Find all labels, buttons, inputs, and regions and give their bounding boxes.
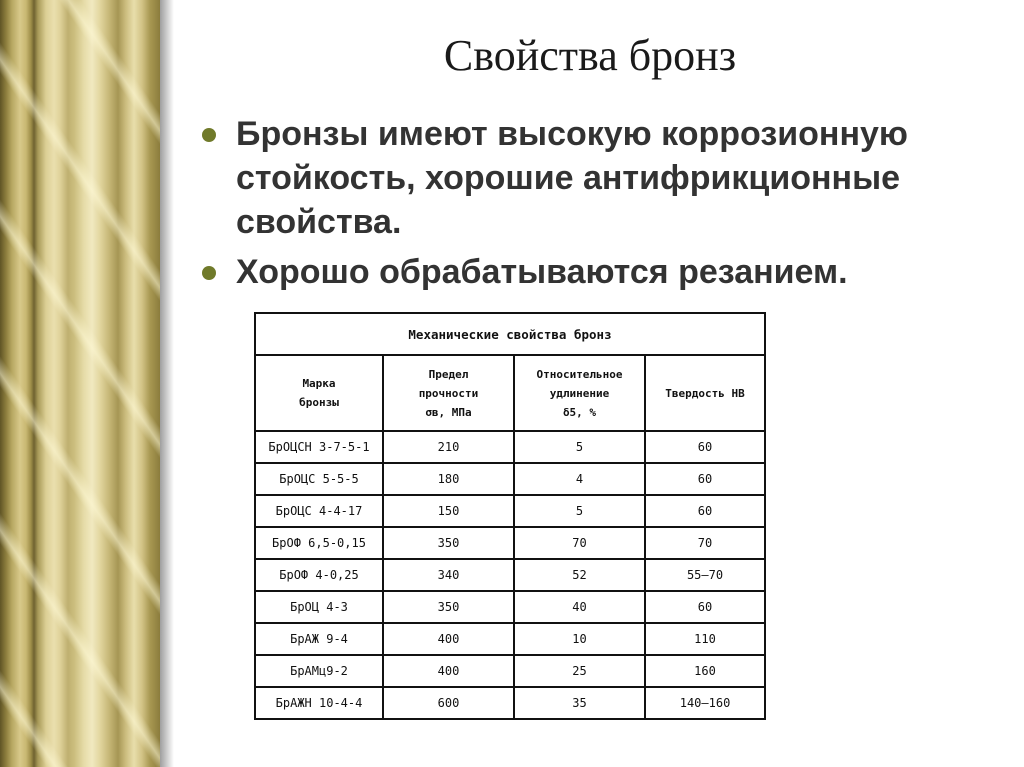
bullet-text: Хорошо обрабатываются резанием.: [236, 253, 848, 291]
table-row: [255, 527, 765, 559]
cell-strength: 400: [383, 623, 514, 655]
header-strength: [383, 355, 514, 431]
cell-elongation: 25: [514, 655, 645, 687]
cell-elongation: 35: [514, 687, 645, 719]
table-row: [255, 463, 765, 495]
cell-elongation: 52: [514, 559, 645, 591]
cell-grade: БрОЦСН 3-7-5-1: [255, 431, 383, 463]
header-elongation: [514, 355, 645, 431]
table-row: [255, 655, 765, 687]
header-grade-line1: Марка: [302, 377, 336, 390]
table-row: [255, 591, 765, 623]
bullet-item: [200, 112, 1000, 244]
decorative-column: [0, 0, 160, 767]
header-strength-line2: прочности: [418, 386, 479, 400]
cell-elongation: 5: [514, 431, 645, 463]
cell-hardness: 55–70: [645, 559, 765, 591]
cell-hardness: 70: [645, 527, 765, 559]
properties-table-container: [254, 312, 764, 720]
slide-title: Свойства бронз: [443, 31, 737, 80]
header-strength-line1: Предел: [428, 367, 469, 381]
cell-grade: БрОЦС 4-4-17: [255, 495, 383, 527]
header-hardness: [645, 355, 765, 431]
cell-hardness: 110: [645, 623, 765, 655]
header-strength-line3: σв, МПа: [425, 405, 472, 419]
cell-strength: 340: [383, 559, 514, 591]
cell-hardness: 140–160: [645, 687, 765, 719]
cell-elongation: 40: [514, 591, 645, 623]
cell-strength: 210: [383, 431, 514, 463]
table-row: [255, 495, 765, 527]
header-elongation-line1: Относительное: [536, 367, 623, 381]
cell-grade: БрАМц9-2: [255, 655, 383, 687]
cell-hardness: 60: [645, 431, 765, 463]
cell-hardness: 160: [645, 655, 765, 687]
cell-grade: БрОЦС 5-5-5: [255, 463, 383, 495]
cell-strength: 400: [383, 655, 514, 687]
header-hardness-line1: Твердость НВ: [665, 386, 745, 400]
cell-strength: 350: [383, 591, 514, 623]
cell-hardness: 60: [645, 463, 765, 495]
bullet-text: Бронзы имеют высокую коррозионную стойкость, хорошие антифрикционные свойства.: [236, 115, 908, 241]
cell-elongation: 70: [514, 527, 645, 559]
table-row: [255, 559, 765, 591]
cell-elongation: 5: [514, 495, 645, 527]
column-shadow: [160, 0, 174, 767]
cell-elongation: 10: [514, 623, 645, 655]
cell-grade: БрОЦ 4-3: [255, 591, 383, 623]
bronze-properties-table: [254, 312, 766, 720]
cell-hardness: 60: [645, 495, 765, 527]
header-grade-line2: бронзы: [299, 396, 339, 409]
header-elongation-line3: δ5, %: [562, 405, 597, 419]
cell-elongation: 4: [514, 463, 645, 495]
header-grade: [255, 355, 383, 431]
cell-grade: БрОФ 6,5-0,15: [255, 527, 383, 559]
table-caption: Механические свойства бронз: [255, 313, 765, 355]
bullet-dot-icon: [202, 266, 216, 280]
table-row: [255, 431, 765, 463]
cell-grade: БрАЖ 9-4: [255, 623, 383, 655]
cell-strength: 150: [383, 495, 514, 527]
cell-strength: 180: [383, 463, 514, 495]
cell-strength: 600: [383, 687, 514, 719]
header-elongation-line2: удлинение: [549, 386, 610, 400]
cell-grade: БрОФ 4-0,25: [255, 559, 383, 591]
table-header-row: [255, 355, 765, 431]
cell-hardness: 60: [645, 591, 765, 623]
table-row: [255, 687, 765, 719]
cell-grade: БрАЖН 10-4-4: [255, 687, 383, 719]
cell-strength: 350: [383, 527, 514, 559]
bullet-list: [200, 112, 1000, 300]
table-row: [255, 623, 765, 655]
bullet-item: [200, 250, 1000, 294]
bullet-dot-icon: [202, 128, 216, 142]
